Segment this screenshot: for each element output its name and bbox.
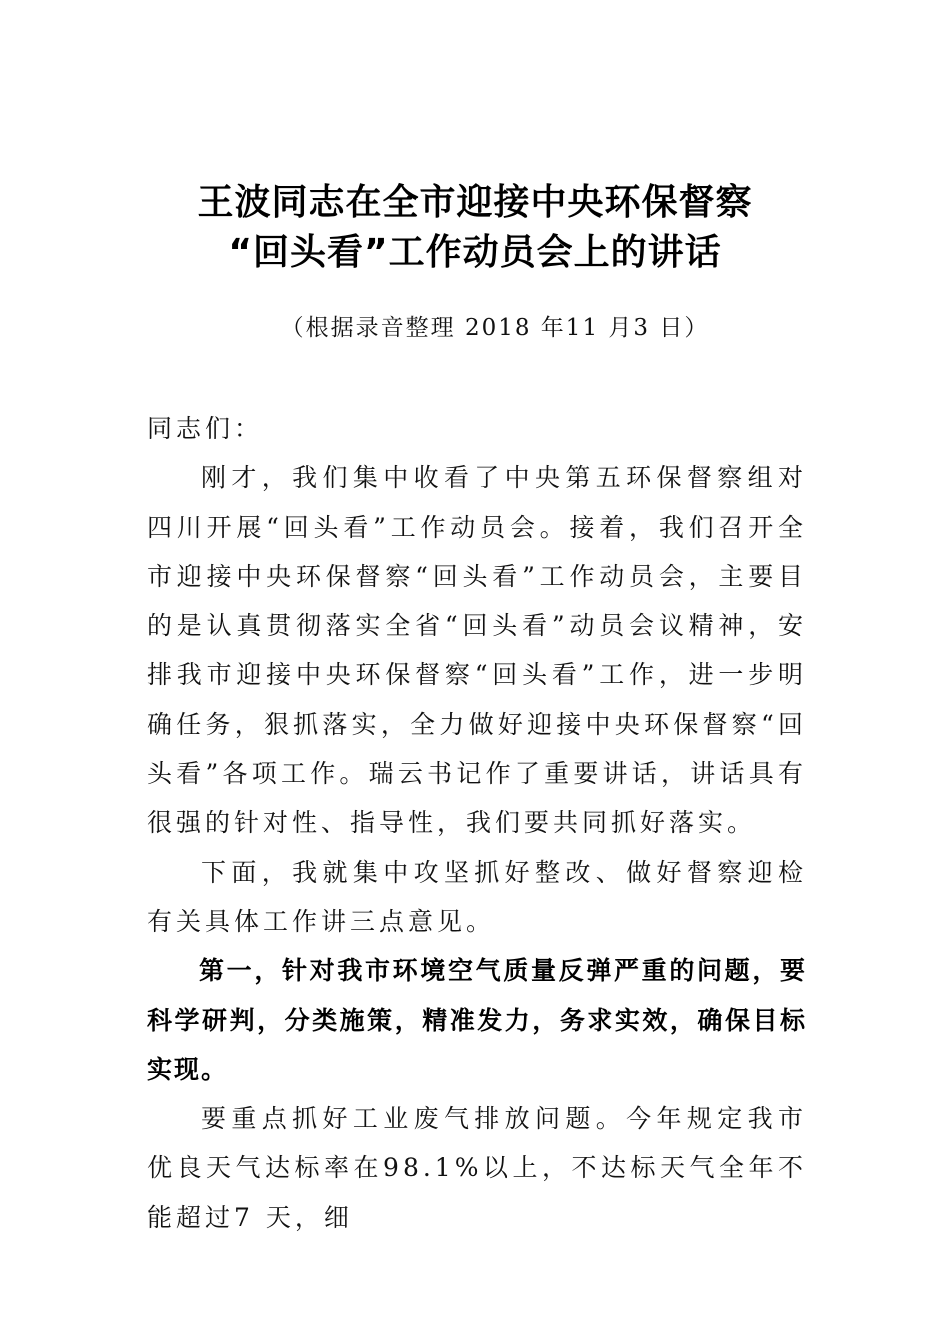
body-paragraph-2: 下面，我就集中攻坚抓好整改、做好督察迎检有关具体工作讲三点意见。 xyxy=(147,857,807,936)
body-paragraph-1: 刚才，我们集中收看了中央第五环保督察组对四川开展“回头看”工作动员会。接着，我们召开全市迎接中央环保督察“回头看”工作动员会，主要目的是认真贯彻落实全省“回头看”动员会议精神，安排我市迎接中央环保督察“回头看”工作，进一步明确任务，狠抓落实，全力做好迎接中央环保督察“回头看”各项工作。瑞云书记作了重要讲话，讲话具有很强的针对性、指导性，我们要共同抓好落实。 xyxy=(147,463,807,838)
title-line-1: 王波同志在全市迎接中央环保督察 xyxy=(197,182,753,223)
section-heading-1: 第一，针对我市环境空气质量反弹严重的问题，要科学研判，分类施策，精准发力，务求实效，确保目标实现。 xyxy=(147,956,807,1084)
document-subtitle: （根据录音整理 2018 年11 月3 日） xyxy=(280,315,710,341)
document-body xyxy=(147,404,807,1242)
body-paragraph-3: 要重点抓好工业废气排放问题。今年规定我市优良天气达标率在98.1%以上，不达标天气全年不能超过7 天，细 xyxy=(147,1104,807,1232)
salutation: 同志们： xyxy=(147,414,264,443)
title-line-2: “回头看”工作动员会上的讲话 xyxy=(228,232,722,273)
document-title xyxy=(0,178,950,278)
